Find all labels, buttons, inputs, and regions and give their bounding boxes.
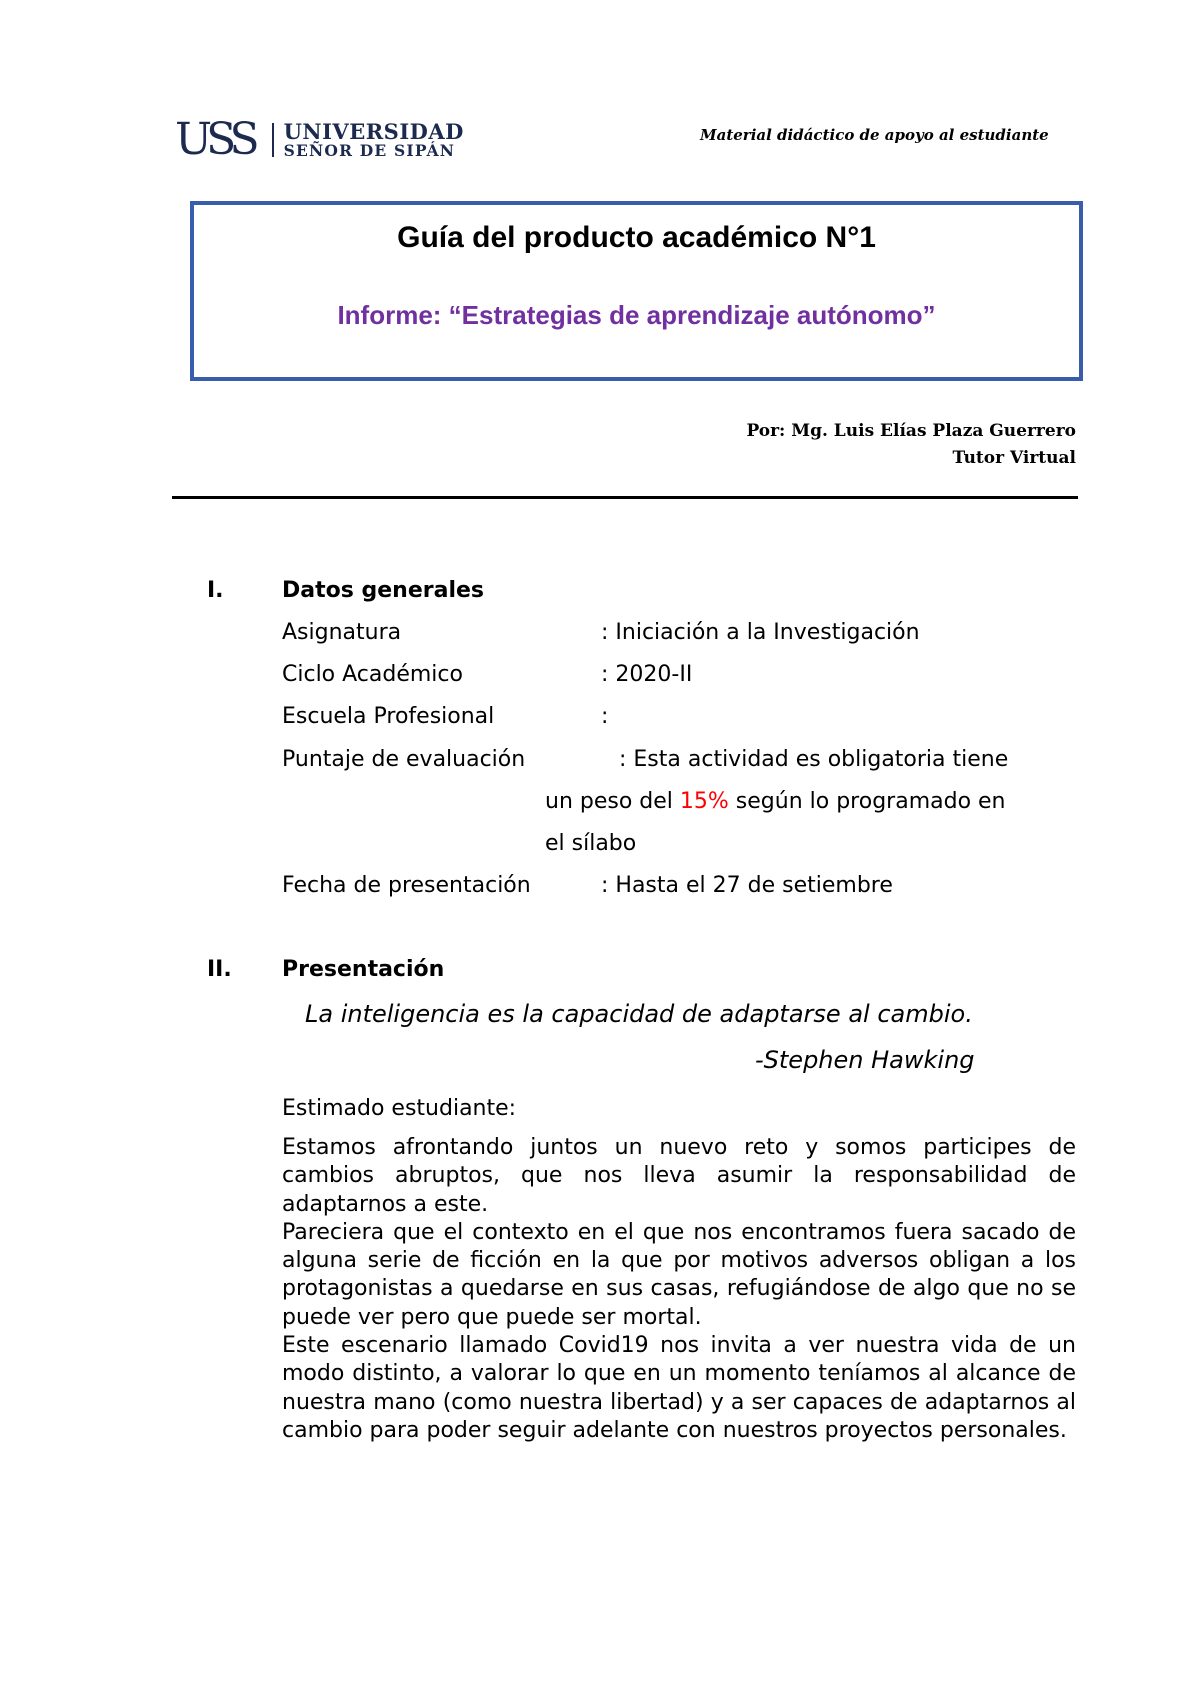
field-label-fecha: Fecha de presentación <box>282 873 531 898</box>
presentation-body <box>282 1134 1076 1445</box>
field-value-escuela: : <box>601 704 609 729</box>
author-name: Por: Mg. Luis Elías Plaza Guerrero <box>746 421 1076 441</box>
material-caption: Material didáctico de apoyo al estudiante <box>700 126 1049 144</box>
greeting: Estimado estudiante: <box>282 1096 517 1121</box>
field-value-asignatura: : Iniciación a la Investigación <box>601 620 920 645</box>
weight-prefix: un peso del <box>545 789 680 814</box>
field-value-puntaje: : Esta actividad es obligatoria tiene <box>619 747 1009 772</box>
section-2-number: II. <box>207 957 232 982</box>
logo-line-2: SEÑOR DE SIPÁN <box>283 140 456 160</box>
field-label-asignatura: Asignatura <box>282 620 402 645</box>
author-role: Tutor Virtual <box>952 448 1076 468</box>
author-block <box>746 418 1076 472</box>
field-value-fecha: : Hasta el 27 de setiembre <box>601 873 893 898</box>
weight-suffix: según lo programado en <box>728 789 1006 814</box>
field-label-escuela: Escuela Profesional <box>282 704 495 729</box>
field-label-ciclo: Ciclo Académico <box>282 662 463 687</box>
field-value-ciclo: : 2020-II <box>601 662 693 687</box>
paragraph: Este escenario llamado Covid19 nos invita a ver nuestra vida de un modo distinto, a valorar lo que en un momento teníamos al alcance de nuestra mano (como nuestra libertad) y a ser capaces de adaptarnos al cambio para poder seguir adelante con nuestros proyectos personales. <box>282 1333 1076 1443</box>
quote-text: La inteligencia es la capacidad de adaptarse al cambio. <box>305 1000 973 1028</box>
field-label-puntaje: Puntaje de evaluación <box>282 747 526 772</box>
field-value-puntaje-line2 <box>545 789 1006 814</box>
logo-mark: USS <box>175 114 254 165</box>
title-box <box>190 201 1083 381</box>
document-title: Guía del producto académico N°1 <box>397 221 876 254</box>
section-2-title: Presentación <box>282 957 445 982</box>
section-1-number: I. <box>207 578 224 603</box>
logo-separator <box>272 123 274 157</box>
paragraph: Pareciera que el contexto en el que nos encontramos fuera sacado de alguna serie de ficción en la que por motivos adversos obligan a los protagonistas a quedarse en sus casas, refugiándose de algo que no se puede ver pero que puede ser mortal. <box>282 1219 1076 1330</box>
logo-line-1: UNIVERSIDAD <box>283 118 464 144</box>
university-logo <box>175 114 464 165</box>
document-subtitle: Informe: “Estrategias de aprendizaje autónomo” <box>337 300 936 330</box>
weight-percent: 15% <box>679 789 729 814</box>
paragraph: Estamos afrontando juntos un nuevo reto y somos participes de cambios abruptos, que nos lleva asumir la responsabilidad de adaptarnos a este. <box>282 1135 1076 1217</box>
logo-text <box>283 118 464 160</box>
section-1-title: Datos generales <box>282 578 484 603</box>
field-value-puntaje-line3: el sílabo <box>545 831 637 856</box>
horizontal-rule <box>172 496 1078 499</box>
quote-author: -Stephen Hawking <box>755 1046 975 1074</box>
